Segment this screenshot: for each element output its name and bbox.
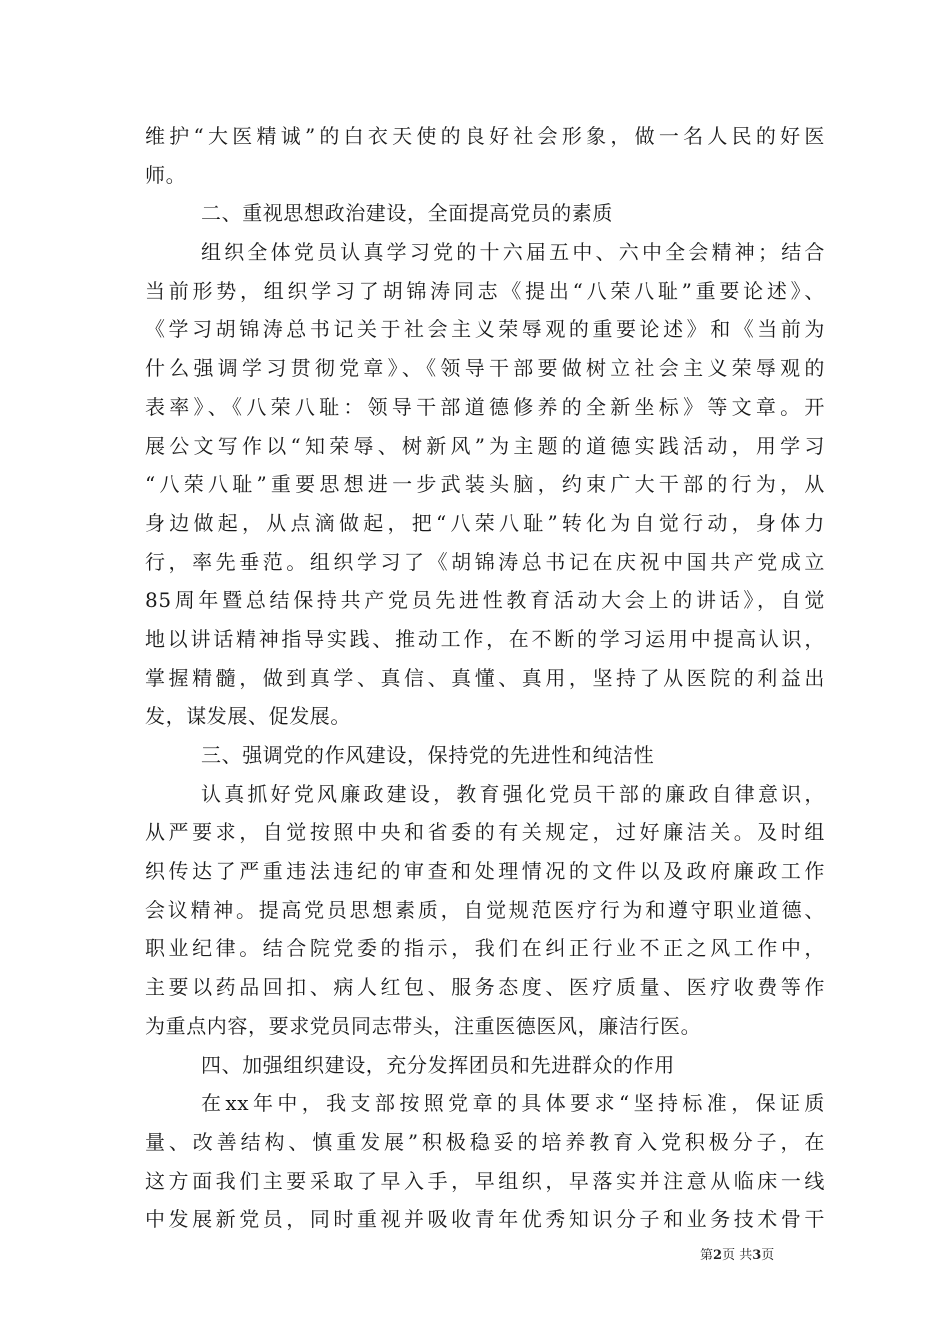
text-line: 中发展新党员，同时重视并吸收青年优秀知识分子和业务技术骨干 xyxy=(145,1207,825,1232)
text-line: 职业纪律。结合院党委的指示，我们在纠正行业不正之风工作中， xyxy=(145,936,825,961)
text-line: “八荣八耻”重要思想进一步武装头脑，约束广大干部的行为，从 xyxy=(145,472,825,497)
text-line: 展公文写作以“知荣辱、树新风”为主题的道德实践活动，用学习 xyxy=(145,433,825,458)
text-line: 掌握精髓，做到真学、真信、真懂、真用，坚持了从医院的利益出 xyxy=(145,665,825,690)
section-heading: 四、加强组织建设，充分发挥团员和先进群众的作用 xyxy=(201,1052,675,1077)
page-footer xyxy=(700,1247,774,1265)
section-heading: 三、强调党的作风建设，保持党的先进性和纯洁性 xyxy=(201,743,655,767)
text-line: 会议精神。提高党员思想素质，自觉规范医疗行为和遵守职业道德、 xyxy=(145,897,825,922)
total-page-number: 3 xyxy=(752,1248,762,1263)
text-line: 表率》、《八荣八耻：领导干部道德修养的全新坐标》等文章。开 xyxy=(145,394,825,419)
text-line: 在xx年中，我支部按照党章的具体要求“坚持标准，保证质 xyxy=(201,1091,825,1116)
text-line: 为重点内容，要求党员同志带头，注重医德医风，廉洁行医。 xyxy=(145,1013,702,1038)
footer-middle: 页 共 xyxy=(722,1248,753,1263)
text-line: 师。 xyxy=(145,162,187,187)
text-line: 地以讲话精神指导实践、推动工作，在不断的学习运用中提高认识， xyxy=(145,626,825,651)
text-line: 量、改善结构、慎重发展”积极稳妥的培养教育入党积极分子，在 xyxy=(145,1129,825,1154)
text-line: 认真抓好党风廉政建设，教育强化党员干部的廉政自律意识， xyxy=(201,781,825,806)
text-line: 《学习胡锦涛总书记关于社会主义荣辱观的重要论述》和《当前为 xyxy=(145,317,825,342)
current-page-number: 2 xyxy=(713,1248,723,1263)
document-body xyxy=(145,117,825,1239)
text-line: 织传达了严重违法违纪的审查和处理情况的文件以及政府廉政工作 xyxy=(145,859,825,884)
text-line: 组织全体党员认真学习党的十六届五中、六中全会精神；结合 xyxy=(201,240,825,265)
text-line: 当前形势，组织学习了胡锦涛同志《提出“八荣八耻”重要论述》、 xyxy=(145,278,825,303)
text-line: 从严要求，自觉按照中央和省委的有关规定，过好廉洁关。及时组 xyxy=(145,820,825,845)
footer-prefix: 第 xyxy=(700,1248,714,1263)
text-line: 身边做起，从点滴做起，把“八荣八耻”转化为自觉行动，身体力 xyxy=(145,510,825,535)
text-line: 发，谋发展、促发展。 xyxy=(145,704,351,729)
section-heading: 二、重视思想政治建设，全面提高党员的素质 xyxy=(201,201,613,226)
text-line: 这方面我们主要采取了早入手，早组织，早落实并注意从临床一线 xyxy=(145,1168,825,1193)
footer-suffix: 页 xyxy=(761,1248,775,1263)
text-line: 行，率先垂范。组织学习了《胡锦涛总书记在庆祝中国共产党成立 xyxy=(145,549,825,574)
text-line: 主要以药品回扣、病人红包、服务态度、医疗质量、医疗收费等作 xyxy=(145,975,825,1000)
text-line: 85周年暨总结保持共产党员先进性教育活动大会上的讲话》，自觉 xyxy=(145,588,825,613)
text-line: 什么强调学习贯彻党章》、《领导干部要做树立社会主义荣辱观的 xyxy=(145,356,825,381)
text-line: 维护“大医精诚”的白衣天使的良好社会形象，做一名人民的好医 xyxy=(145,124,825,148)
